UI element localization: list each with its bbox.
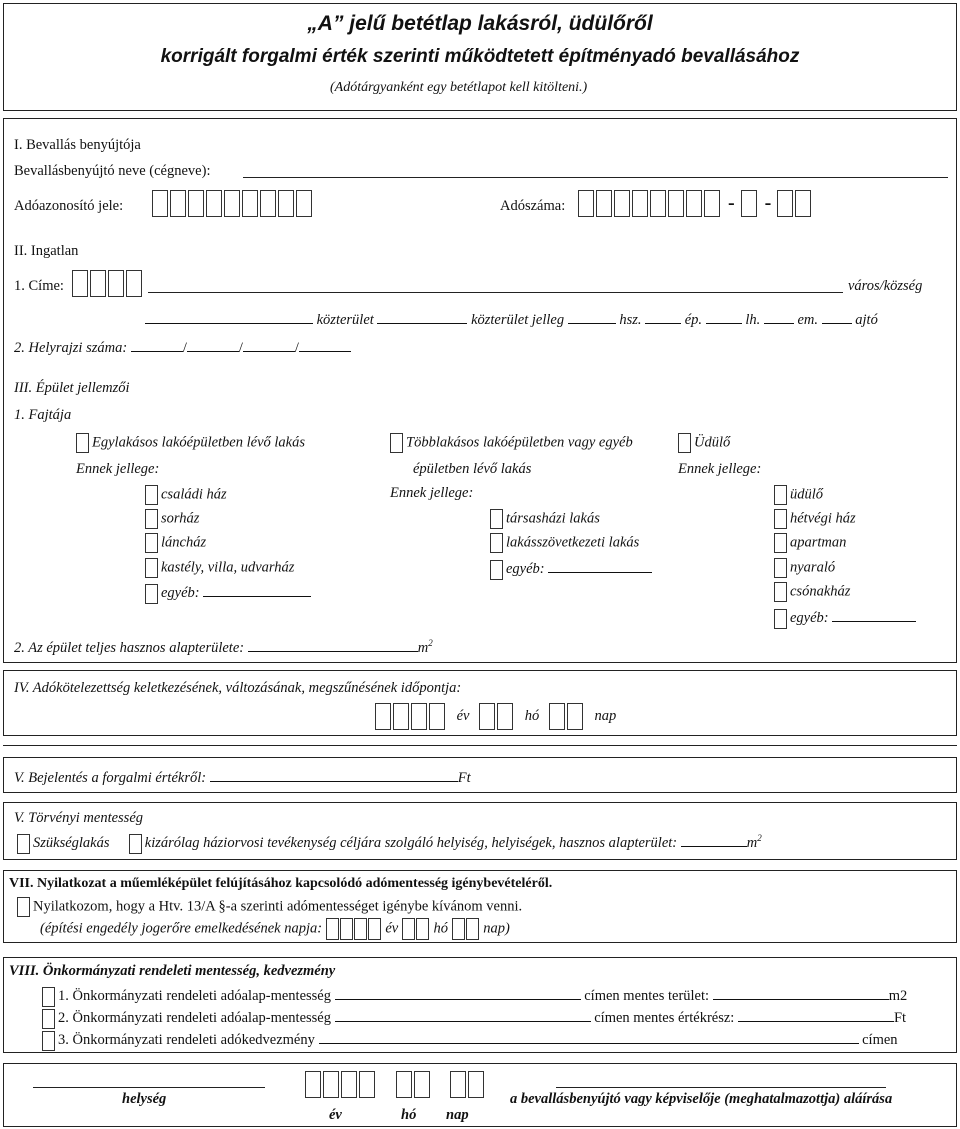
digit-box[interactable] — [704, 190, 720, 217]
address-label: 1. Címe: — [14, 278, 64, 294]
section-4-date[interactable] — [375, 703, 616, 730]
area-unit: m — [746, 835, 758, 851]
door-field[interactable] — [822, 309, 852, 324]
section-8-item-1[interactable] — [42, 985, 907, 1007]
section-4-title: IV. Adókötelezettség keletkezésének, változásának, megszűnésének időpontja: — [14, 680, 462, 696]
area-field[interactable] — [248, 637, 418, 652]
lh-field[interactable] — [706, 309, 742, 324]
digit-box[interactable] — [393, 703, 409, 730]
section-7-line-1[interactable] — [17, 897, 522, 917]
col3-subheading: Ennek jellege: — [678, 461, 762, 477]
option-label: láncház — [161, 534, 207, 551]
checkbox[interactable] — [774, 509, 787, 529]
area-field[interactable] — [681, 832, 747, 847]
digit-box[interactable] — [72, 270, 88, 297]
single-dwelling-option[interactable] — [76, 433, 305, 453]
multi-dwelling-option[interactable] — [390, 433, 633, 453]
section-2-title: II. Ingatlan — [14, 243, 79, 259]
col1-option-1[interactable] — [145, 485, 227, 505]
option-label: társasházi lakás — [506, 510, 600, 527]
digit-box[interactable] — [206, 190, 222, 217]
section-8-title: VIII. Önkormányzati rendeleti mentesség, kedvezmény — [9, 963, 336, 979]
digit-box[interactable] — [90, 270, 106, 297]
hsz-field[interactable] — [568, 309, 616, 324]
divider — [3, 745, 957, 746]
digit-box[interactable] — [479, 703, 495, 730]
checkbox[interactable] — [145, 558, 158, 578]
option-label: hétvégi ház — [790, 510, 856, 527]
signature-label: a bevallásbenyújtó vagy képviselője (meghatalmazottja) aláírása — [510, 1091, 893, 1107]
option-label: üdülő — [790, 486, 824, 503]
checkbox[interactable] — [774, 582, 787, 602]
footer-month-label: hó — [401, 1107, 417, 1123]
em-label: em. — [797, 312, 819, 328]
city-field[interactable] — [148, 292, 843, 293]
col3-option-2[interactable] — [774, 509, 856, 529]
digit-box[interactable] — [686, 190, 702, 217]
item-unit: m2 — [888, 988, 908, 1004]
other-field[interactable] — [203, 582, 311, 597]
digit-box[interactable] — [340, 918, 353, 940]
item-value-field[interactable] — [738, 1007, 894, 1022]
area-label: 2. Az épület teljes hasznos alapterülete: — [14, 640, 245, 656]
checkbox[interactable] — [774, 485, 787, 505]
signature-field[interactable] — [556, 1087, 886, 1088]
option-label: családi ház — [161, 486, 227, 503]
digit-box[interactable] — [323, 1071, 339, 1098]
day-label: nap) — [483, 920, 510, 937]
checkbox[interactable] — [76, 433, 89, 453]
tax-number-field[interactable] — [578, 190, 813, 217]
digit-box[interactable] — [396, 1071, 412, 1098]
item-mid-label: címen mentes terület: — [584, 988, 710, 1004]
slash: / — [182, 340, 187, 356]
area-unit-sup: 2 — [428, 638, 433, 649]
checkbox[interactable] — [145, 485, 158, 505]
applicant-name-label: Bevallásbenyújtó neve (cégneve): — [14, 163, 211, 179]
section-7-line-2 — [40, 918, 510, 940]
option-label: egyéb: — [790, 610, 829, 626]
digit-box[interactable] — [777, 190, 793, 217]
option-label: sorház — [161, 510, 200, 527]
col2-heading-2: épületben lévő lakás — [413, 461, 532, 477]
footer-year-label: év — [329, 1107, 342, 1123]
lot-field-4[interactable] — [299, 337, 351, 352]
digit-box[interactable] — [170, 190, 186, 217]
checkbox[interactable] — [129, 834, 142, 854]
month-label: hó — [433, 920, 448, 937]
footer-day-label: nap — [446, 1107, 469, 1123]
city-label: város/község — [848, 278, 923, 294]
checkbox[interactable] — [774, 558, 787, 578]
declaration-text: Nyilatkozom, hogy a Htv. 13/A §-a szerinti adómentességet igénybe kívánom venni. — [33, 898, 523, 915]
tax-id-field[interactable] — [152, 190, 314, 217]
tax-number-label: Adószáma: — [500, 198, 566, 214]
col2-subheading: Ennek jellege: — [390, 485, 474, 501]
checkbox[interactable] — [145, 584, 158, 604]
item-field[interactable] — [335, 985, 581, 1000]
checkbox[interactable] — [390, 433, 403, 453]
digit-box[interactable] — [126, 270, 142, 297]
item-mid-label: címen mentes értékrész: — [594, 1010, 735, 1026]
zip-field[interactable] — [72, 270, 144, 297]
item-label: 2. Önkormányzati rendeleti adóalap-mentesség — [58, 1010, 331, 1026]
lot-field-3[interactable] — [243, 337, 295, 352]
year-label: év — [385, 920, 399, 937]
section-1-title: I. Bevallás benyújtója — [14, 137, 141, 153]
digit-box[interactable] — [354, 918, 367, 940]
area-unit: m — [417, 640, 429, 656]
section-7-title: VII. Nyilatkozat a műemléképület felújításához kapcsolódó adómentesség igénybevételéről. — [9, 876, 553, 891]
digit-box[interactable] — [341, 1071, 357, 1098]
col3-option-3[interactable] — [774, 533, 846, 553]
digit-box[interactable] — [466, 918, 479, 940]
item-end-label: címen — [862, 1032, 898, 1048]
digit-box[interactable] — [452, 918, 465, 940]
col1-subheading: Ennek jellege: — [76, 461, 160, 477]
street-label: közterület — [316, 312, 374, 328]
permit-date-label: (építési engedély jogerőre emelkedésének napja: — [40, 920, 323, 937]
option-label: Többlakásos lakóépületben vagy egyéb — [406, 434, 633, 451]
col2-option-1[interactable] — [490, 509, 600, 529]
digit-box[interactable] — [108, 270, 124, 297]
other-field[interactable] — [832, 607, 916, 622]
area-unit-sup: 2 — [757, 833, 762, 844]
checkbox[interactable] — [17, 897, 30, 917]
checkbox[interactable] — [42, 1009, 55, 1029]
digit-box[interactable] — [741, 190, 757, 217]
col3-option-1[interactable] — [774, 485, 823, 505]
day-label: nap — [594, 707, 617, 724]
option-label: kizárólag háziorvosi tevékenység céljára szolgáló helyiség, helyiségek, hasznos alapterület: — [144, 835, 678, 851]
digit-box[interactable] — [632, 190, 648, 217]
checkbox[interactable] — [490, 509, 503, 529]
digit-box[interactable] — [578, 190, 594, 217]
digit-box[interactable] — [429, 703, 445, 730]
street-type-label: közterület jelleg — [471, 312, 565, 328]
dash: - — [728, 192, 735, 214]
item-unit: Ft — [893, 1010, 907, 1026]
option-label: csónakház — [790, 583, 851, 600]
street-field[interactable] — [145, 309, 313, 324]
section-6-title: V. Törvényi mentesség — [14, 810, 143, 826]
item-field[interactable] — [319, 1029, 859, 1044]
place-label: helység — [122, 1091, 167, 1107]
col3-option-6[interactable] — [774, 607, 916, 629]
checkbox[interactable] — [490, 533, 503, 553]
digit-box[interactable] — [468, 1071, 484, 1098]
digit-box[interactable] — [326, 918, 339, 940]
digit-box[interactable] — [614, 190, 630, 217]
lot-field-2[interactable] — [187, 337, 239, 352]
form-title-2: korrigált forgalmi érték szerinti működtetett építményadó bevallásához — [160, 46, 800, 67]
dash: - — [764, 192, 772, 214]
checkbox[interactable] — [678, 433, 691, 453]
slash: / — [294, 340, 299, 356]
hsz-label: hsz. — [619, 312, 642, 328]
option-label: apartman — [790, 534, 847, 551]
digit-box[interactable] — [450, 1071, 466, 1098]
form-subtitle: (Adótárgyanként egy betétlapot kell kitölteni.) — [330, 80, 588, 95]
digit-box[interactable] — [278, 190, 294, 217]
option-label: nyaraló — [790, 559, 836, 576]
digit-box[interactable] — [375, 703, 391, 730]
digit-box[interactable] — [497, 703, 513, 730]
month-label: hó — [524, 707, 540, 724]
place-field[interactable] — [33, 1087, 265, 1088]
section-8-item-3[interactable] — [42, 1029, 898, 1051]
checkbox[interactable] — [490, 560, 503, 580]
item-field[interactable] — [335, 1007, 591, 1022]
digit-box[interactable] — [416, 918, 429, 940]
type-label: 1. Fajtája — [14, 407, 72, 423]
digit-box[interactable] — [188, 190, 204, 217]
checkbox[interactable] — [42, 1031, 55, 1051]
checkbox[interactable] — [145, 533, 158, 553]
currency-unit: Ft — [457, 770, 471, 786]
digit-box[interactable] — [414, 1071, 430, 1098]
item-label: 1. Önkormányzati rendeleti adóalap-mentesség — [58, 988, 331, 1004]
street-type-field[interactable] — [377, 309, 467, 324]
footer-date-boxes[interactable] — [305, 1071, 486, 1098]
section-6-row — [17, 832, 762, 854]
digit-box[interactable] — [260, 190, 276, 217]
digit-box[interactable] — [224, 190, 240, 217]
form-title: „A” jelű betétlap lakásról, üdülőről — [307, 12, 653, 35]
market-value-field[interactable] — [210, 767, 458, 782]
digit-box[interactable] — [296, 190, 312, 217]
col1-option-3[interactable] — [145, 533, 206, 553]
digit-box[interactable] — [596, 190, 612, 217]
ep-field[interactable] — [645, 309, 681, 324]
applicant-name-field[interactable] — [243, 177, 948, 178]
section-5-title: V. Bejelentés a forgalmi értékről: — [14, 770, 207, 786]
col3-option-5[interactable] — [774, 582, 850, 602]
ep-label: ép. — [684, 312, 703, 328]
digit-box[interactable] — [359, 1071, 375, 1098]
col1-option-4[interactable] — [145, 558, 294, 578]
digit-box[interactable] — [668, 190, 684, 217]
street-row — [145, 309, 878, 329]
lh-label: lh. — [745, 312, 761, 328]
door-label: ajtó — [855, 312, 878, 328]
digit-box[interactable] — [795, 190, 811, 217]
option-label: lakásszövetkezeti lakás — [506, 534, 640, 551]
option-label: Egylakásos lakóépületben lévő lakás — [92, 434, 306, 451]
checkbox[interactable] — [145, 509, 158, 529]
option-label: Szükséglakás — [33, 835, 110, 851]
digit-box[interactable] — [152, 190, 168, 217]
option-label: egyéb: — [161, 585, 200, 601]
year-label: év — [456, 707, 470, 724]
digit-box[interactable] — [411, 703, 427, 730]
option-label: egyéb: — [506, 561, 545, 577]
checkbox[interactable] — [17, 834, 30, 854]
checkbox[interactable] — [774, 533, 787, 553]
section-8-item-2[interactable] — [42, 1007, 906, 1029]
digit-box[interactable] — [242, 190, 258, 217]
item-value-field[interactable] — [713, 985, 889, 1000]
digit-box[interactable] — [305, 1071, 321, 1098]
checkbox[interactable] — [42, 987, 55, 1007]
digit-box[interactable] — [567, 703, 583, 730]
option-label: kastély, villa, udvarház — [161, 559, 295, 576]
col2-option-2[interactable] — [490, 533, 639, 553]
lot-field-1[interactable] — [131, 337, 183, 352]
checkbox[interactable] — [774, 609, 787, 629]
other-field[interactable] — [548, 558, 652, 573]
digit-box[interactable] — [650, 190, 666, 217]
lot-number-row — [14, 337, 351, 357]
tax-id-label: Adóazonosító jele: — [14, 198, 124, 214]
col3-option-4[interactable] — [774, 558, 835, 578]
item-label: 3. Önkormányzati rendeleti adókedvezmény — [58, 1032, 315, 1048]
holiday-home-option[interactable] — [678, 433, 730, 453]
em-field[interactable] — [764, 309, 794, 324]
section-5-row — [14, 767, 471, 787]
col2-option-3[interactable] — [490, 558, 652, 580]
section-3-title: III. Épület jellemzői — [14, 380, 130, 396]
option-label: Üdülő — [694, 434, 731, 451]
col1-option-2[interactable] — [145, 509, 199, 529]
digit-box[interactable] — [549, 703, 565, 730]
slash: / — [238, 340, 243, 356]
area-row — [14, 637, 433, 657]
col1-option-5[interactable] — [145, 582, 311, 604]
digit-box[interactable] — [402, 918, 415, 940]
digit-box[interactable] — [368, 918, 381, 940]
lot-number-label: 2. Helyrajzi száma: — [14, 340, 128, 356]
